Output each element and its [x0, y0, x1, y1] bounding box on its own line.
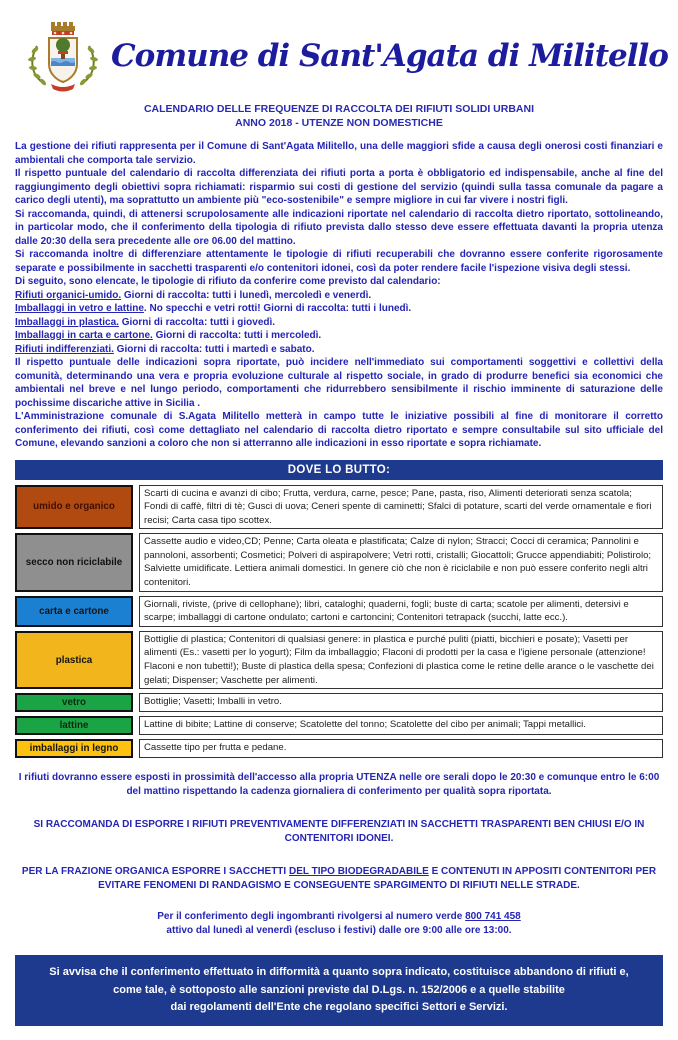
schedule-item-days: Giorni di raccolta: tutti i lunedì, mercoledì e venerdì. [121, 289, 372, 301]
closing-paragraph-2: L'Amministrazione comunale di S.Agata Militello metterà in campo tutte le iniziative possibili al fine di monitorare il corretto conferimento dei rifiuti, così come dettagliato nel calendario di raccolta dietro riportato e sempre consultabile sul sito ufficiale del Comune, elevando sanzioni a coloro che non si atterranno alle indicazioni in esso riportate e sopra richiamate. [15, 411, 663, 449]
notice-bulky-pre: Per il conferimento degli ingombranti rivolgersi al numero verde [157, 911, 466, 923]
table-row-lattine [15, 716, 663, 735]
table-row-vetro [15, 693, 663, 712]
schedule-item-lead: Imballaggi in plastica. [15, 316, 119, 328]
schedule-item-vetro-lattine [15, 302, 663, 316]
schedule-item-lead: Imballaggi in carta e cartone. [15, 330, 153, 341]
notice-bulky-line1 [15, 910, 663, 924]
schedule-item-plastica [15, 316, 663, 330]
intro-paragraph-1: La gestione dei rifiuti rappresenta per il Comune di Sant'Agata Militello, una delle maggiori sfide a causa degli onerosi costi finanziari e ambientali che comporta tale servizio. [15, 141, 663, 166]
intro-text-block [15, 140, 663, 451]
schedule-item-lead: Rifiuti organici-umido. [15, 289, 122, 301]
notice-bulky-waste [15, 910, 663, 938]
intro-paragraph-4: Si raccomanda inoltre di differenziare attentamente le tipologie di rifiuti recuperabili che dovranno essere conferite rigorosamente separate e possibilmente in sacchetti trasparenti e/o contenitori idonei, così da poter rendere facile l'ispezione visiva degli stessi. [15, 249, 663, 274]
schedule-item-lead: Rifiuti indifferenziati. [15, 343, 114, 355]
table-row-plastica [15, 631, 663, 689]
municipality-name: Comune di Sant'Agata di Militello [111, 38, 668, 74]
schedule-list-intro: Di seguito, sono elencate, le tipologie di rifiuto da conferire come previsto dal calendario: [15, 276, 441, 287]
dove-lo-butto-header: DOVE LO BUTTO: [15, 460, 663, 480]
toll-free-number: 800 741 458 [465, 911, 521, 923]
schedule-item-lead: Imballaggi in vetro e lattine [15, 303, 144, 314]
notice-transparent-bags: SI RACCOMANDA DI ESPORRE I RIFIUTI PREVENTIVAMENTE DIFFERENZIATI IN SACCHETTI TRASPARENTI BEN CHIUSI E/O IN CONTENITORI IDONEI. [33, 819, 645, 845]
waste-label-lattine: lattine [15, 716, 133, 735]
waste-label-umido-e-organico: umido e organico [15, 485, 133, 530]
notice-bulky-line2: attivo dal lunedì al venerdì (escluso i festivi) dalle ore 9:00 alle ore 13:00. [166, 925, 512, 937]
table-row-legno [15, 739, 663, 758]
waste-content-plastica: Bottiglie di plastica; Contenitori di qualsiasi genere: in plastica e purché puliti (piatti, bicchieri e posate); Vasetti per alimenti (Es.: vasetti per lo yogurt); Film da imballaggio; Flaconi di prodotti per la casa e l'igiene personale (attenzione! Flaconi e non tubetti!); Buste di plastica della spesa; Confezioni di plastica come le retine delle arance o le vaschette dei gelati; Dispenser; Vaschette per alimenti. [139, 631, 663, 689]
waste-content-umido: Scarti di cucina e avanzi di cibo; Frutta, verdura, carne, pesce; Pane, pasta, riso, Alimenti deteriorati senza scatola; Fondi di caffè, filtri di tè; Gusci di uova; Ceneri spente di caminetti; Sfalci di potature, scarti del verde ornamentale e fiori recisi; Carta casa tipo scottex. [139, 485, 663, 530]
schedule-item-indifferenziati [15, 343, 663, 357]
waste-label-secco-non-riciclabile: secco non riciclabile [15, 533, 133, 591]
waste-label-plastica: plastica [15, 631, 133, 689]
footer-warning-line1: Si avvisa che il conferimento effettuato in difformità a quanto sopra indicato, costituisce abbandono di rifiuti e, [49, 966, 629, 979]
waste-content-legno: Cassette tipo per frutta e pedane. [139, 739, 663, 758]
footer-warning-box [15, 955, 663, 1026]
document-title-line1: CALENDARIO DELLE FREQUENZE DI RACCOLTA DEI RIFIUTI SOLIDI URBANI [143, 103, 535, 115]
notice-organic-pre: PER LA FRAZIONE ORGANICA ESPORRE I SACCHETTI [21, 866, 289, 878]
waste-label-carta-e-cartone: carta e cartone [15, 596, 133, 627]
footer-warning-line3: dai regolamenti dell'Ente che regolano specifici Settori e Servizi. [170, 1001, 508, 1014]
waste-content-carta: Giornali, riviste, (prive di cellophane); libri, cataloghi; quaderni, fogli; buste di carta; scatole per alimenti, detersivi e scarpe; imballaggi di cartone ondulato; cartoni e cartoncini; Contenitori tetrapack (succhi, latte ecc.). [139, 596, 663, 627]
header [15, 16, 668, 104]
closing-paragraph-1: Il rispetto puntuale delle indicazioni sopra riportate, può incidere nell'immediato sui comportamenti soggettivi e collettivi della comunità, determinando una vera e propria evoluzione culturale al rispetto sociale, in grado di produrre benefici sia economici che ambientali nel breve e nel lungo periodo, comportamenti che ridurrebbero sensibilmente il rischio imminente di saturazione delle pochissime discariche attive in Sicilia . [15, 357, 663, 409]
table-row-secco [15, 533, 663, 591]
waste-label-vetro: vetro [15, 693, 133, 712]
waste-content-vetro: Bottiglie; Vasetti; Imballi in vetro. [139, 693, 663, 712]
schedule-item-carta-cartone [15, 329, 663, 343]
intro-paragraph-3: Si raccomanda, quindi, di attenersi scrupolosamente alle indicazioni riportate nel calendario di raccolta dietro riportato, sottolineando, in particolar modo, che il conferimento della tipologia di rifiuto prevista dallo stesso deve essere effettuata davanti la propria utenza dalle 20:30 della sera precedente alle ore 06.00 del mattino. [15, 208, 663, 247]
document-title [15, 102, 663, 130]
coat-of-arms-graphic [21, 18, 105, 102]
schedule-item-days: Giorni di raccolta: tutti i mercoledì. [152, 330, 322, 341]
notice-organic-underlined: DEL TIPO BIODEGRADABILE [288, 866, 429, 878]
schedule-item-days: Giorni di raccolta: tutti i martedì e sabato. [113, 343, 315, 355]
waste-content-secco: Cassette audio e video,CD; Penne; Carta oleata e plastificata; Calze di nylon; Stracci; Cocci di ceramica; Pannolini e pannoloni, assorbenti; Cosmetici; Polveri di aspirapolvere; Vetri rotti, cristalli; Giocattoli; Grucce appendiabiti; Polistirolo; Salviette umidificate. Lettiera animali domestici. In genere ciò che non è riciclabile e non può essere conferito negli altri contenitori. [139, 533, 663, 591]
footer-warning-line2: come tale, è sottoposto alle sanzioni previste dal D.Lgs. n. 152/2006 e a quelle stabilite [113, 983, 565, 996]
waste-table [15, 485, 663, 759]
municipal-coat-of-arms-icon [15, 16, 111, 102]
schedule-item-organico [15, 289, 663, 303]
notice-exposure-times: I rifiuti dovranno essere esposti in prossimità dell'accesso alla propria UTENZA nelle ore serali dopo le 20:30 e comunque entro le 6:00 del mattino rispettando la cadenza giornaliera di conferimento per qualità sopra riportata. [18, 772, 660, 798]
table-row-carta [15, 596, 663, 627]
table-row-umido [15, 485, 663, 530]
notice-organic-fraction [15, 865, 663, 893]
waste-label-imballaggi-in-legno: imballaggi in legno [15, 739, 133, 758]
waste-content-lattine: Lattine di bibite; Lattine di conserve; Scatolette del tonno; Scatolette del cibo per animali; Tappi metallici. [139, 716, 663, 735]
intro-paragraph-2: Il rispetto puntuale del calendario di raccolta differenziata dei rifiuti porta a porta è obbligatorio ed indispensabile, anche al fine del raggiungimento degli obiettivi sopra richiamati: risparmio sui costi di gestione del servizio (quindi sulla tassa comunale da pagare a carico degli utenti), ma soprattutto un ambiente più "eco-sostenibile" e sempre migliore in cui far vivere i nostri figli. [15, 168, 663, 206]
schedule-item-days: . No specchi e vetri rotti! Giorni di raccolta: tutti i lunedì. [143, 303, 412, 314]
schedule-item-days: Giorni di raccolta: tutti i giovedì. [118, 316, 276, 328]
document-title-line2: ANNO 2018 - UTENZE NON DOMESTICHE [235, 117, 443, 129]
notice-organic-post: E CONTENUTI IN APPOSITI CONTENITORI PER EVITARE FENOMENI DI RANDAGISMO E CONSEGUENTE SPARGIMENTO DI RIFIUTI NELLE STRADE. [98, 866, 657, 892]
